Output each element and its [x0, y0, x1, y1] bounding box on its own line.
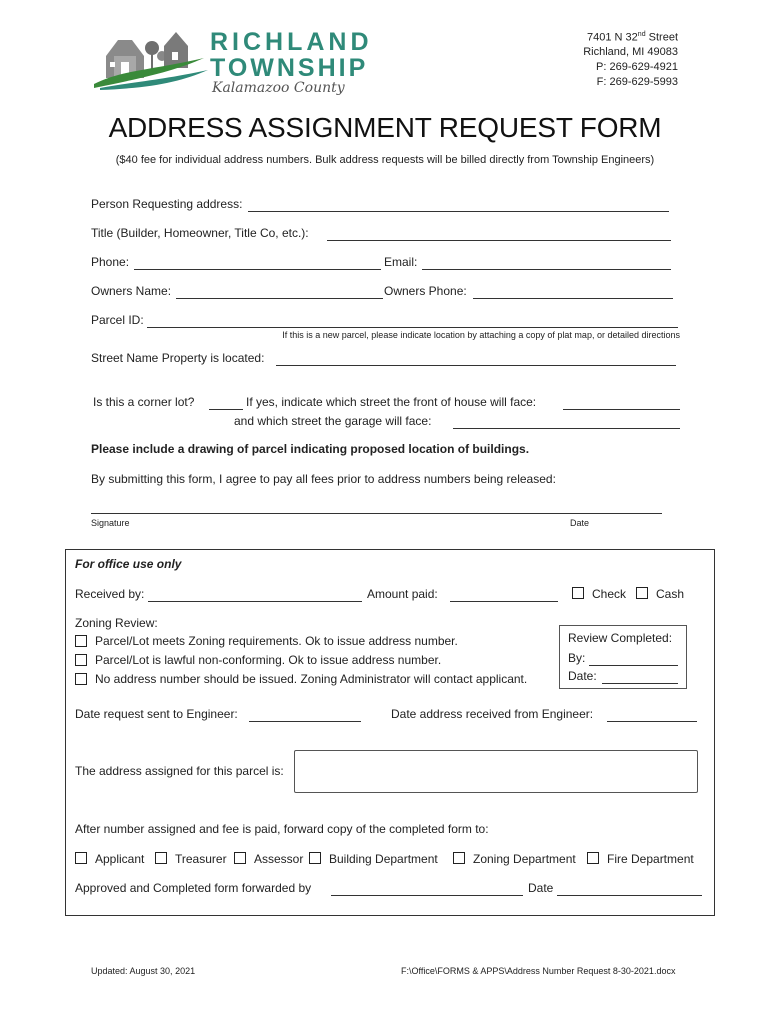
approved-date-label: Date [528, 881, 554, 895]
form-subtitle: ($40 fee for individual address numbers. Bulk address requests will be billed directly from Township Engineers) [115, 154, 655, 166]
person-requesting-label: Person Requesting address: [91, 197, 243, 211]
signature-label: Signature [91, 518, 130, 528]
zoning-option-3-label: No address number should be issued. Zoning Administrator will contact applicant. [95, 672, 528, 686]
amount-paid-label: Amount paid: [367, 587, 438, 601]
zoning-department-checkbox[interactable] [453, 852, 465, 864]
footer-updated: Updated: August 30, 2021 [91, 966, 196, 976]
township-street: 7401 N 32nd Street [587, 31, 678, 44]
email-label: Email: [384, 255, 418, 269]
garage-label: and which street the garage will face: [234, 414, 432, 428]
zoning-review-label: Zoning Review: [75, 616, 158, 630]
check-label: Check [592, 587, 627, 601]
treasurer-checkbox[interactable] [155, 852, 167, 864]
review-by-label: By: [568, 651, 586, 665]
footer-file-path: F:\Office\FORMS & APPS\Address Number Request 8-30-2021.docx [401, 966, 676, 976]
date-sent-field[interactable] [249, 721, 361, 722]
building-department-label: Building Department [329, 852, 438, 866]
date-received-label: Date address received from Engineer: [391, 707, 594, 721]
approved-date-field[interactable] [557, 895, 702, 896]
township-phone: P: 269-629-4921 [596, 61, 678, 73]
logo-county: Kalamazoo County [212, 80, 345, 96]
corner-lot-label: Is this a corner lot? [93, 395, 195, 409]
fire-department-label: Fire Department [607, 852, 694, 866]
zoning-option-2-checkbox[interactable] [75, 654, 87, 666]
cash-checkbox[interactable] [636, 587, 648, 599]
date-sent-label: Date request sent to Engineer: [75, 707, 238, 721]
garage-street-field[interactable] [453, 428, 680, 429]
cash-label: Cash [656, 587, 685, 601]
approved-forwarded-field[interactable] [331, 895, 523, 896]
street-name-field[interactable] [276, 365, 676, 366]
agree-statement: By submitting this form, I agree to pay all fees prior to address numbers being released: [91, 472, 556, 486]
after-assigned-label: After number assigned and fee is paid, forward copy of the completed form to: [75, 822, 489, 836]
drawing-note: Please include a drawing of parcel indicating proposed location of buildings. [91, 442, 530, 456]
review-date-field[interactable] [602, 683, 678, 684]
amount-paid-field[interactable] [450, 601, 558, 602]
received-by-label: Received by: [75, 587, 145, 601]
phone-field[interactable] [134, 269, 381, 270]
owners-phone-field[interactable] [473, 298, 673, 299]
phone-label: Phone: [91, 255, 130, 269]
owners-name-label: Owners Name: [91, 284, 172, 298]
logo-text-township: TOWNSHIP [210, 54, 369, 82]
person-requesting-field[interactable] [248, 211, 669, 212]
zoning-department-label: Zoning Department [473, 852, 576, 866]
building-department-checkbox[interactable] [309, 852, 321, 864]
zoning-option-2-label: Parcel/Lot is lawful non-conforming. Ok to issue address number. [95, 653, 442, 667]
review-by-field[interactable] [589, 665, 678, 666]
fire-department-checkbox[interactable] [587, 852, 599, 864]
address-assigned-label: The address assigned for this parcel is: [75, 764, 284, 778]
farm-landscape-icon [92, 26, 210, 90]
applicant-label: Applicant [95, 852, 145, 866]
form-title: ADDRESS ASSIGNMENT REQUEST FORM [108, 112, 662, 143]
email-field[interactable] [422, 269, 671, 270]
review-date-label: Date: [568, 669, 597, 683]
title-label: Title (Builder, Homeowner, Title Co, etc.): [91, 226, 309, 240]
parcel-id-field[interactable] [147, 327, 678, 328]
applicant-checkbox[interactable] [75, 852, 87, 864]
title-field[interactable] [327, 240, 671, 241]
signature-field[interactable] [91, 513, 662, 514]
approved-forwarded-label: Approved and Completed form forwarded by [75, 881, 312, 895]
parcel-id-label: Parcel ID: [91, 313, 144, 327]
date-label: Date [570, 518, 590, 528]
zoning-option-3-checkbox[interactable] [75, 673, 87, 685]
office-heading: For office use only [75, 557, 182, 571]
corner-lot-field[interactable] [209, 409, 243, 410]
parcel-note: If this is a new parcel, please indicate location by attaching a copy of plat map, or detailed directions [282, 330, 680, 340]
received-by-field[interactable] [148, 601, 362, 602]
assessor-label: Assessor [254, 852, 304, 866]
owners-name-field[interactable] [176, 298, 383, 299]
date-received-field[interactable] [607, 721, 697, 722]
check-checkbox[interactable] [572, 587, 584, 599]
treasurer-label: Treasurer [175, 852, 227, 866]
township-city: Richland, MI 49083 [583, 46, 678, 58]
zoning-option-1-label: Parcel/Lot meets Zoning requirements. Ok to issue address number. [95, 634, 458, 648]
street-name-label: Street Name Property is located: [91, 351, 265, 365]
zoning-option-1-checkbox[interactable] [75, 635, 87, 647]
township-fax: F: 269-629-5993 [596, 76, 678, 88]
review-completed-label: Review Completed: [568, 631, 673, 645]
address-assigned-field[interactable] [294, 750, 698, 793]
owners-phone-label: Owners Phone: [384, 284, 467, 298]
front-street-field[interactable] [563, 409, 680, 410]
logo-text-richland: RICHLAND [210, 28, 373, 56]
corner-yes-label: If yes, indicate which street the front of house will face: [246, 395, 537, 409]
assessor-checkbox[interactable] [234, 852, 246, 864]
